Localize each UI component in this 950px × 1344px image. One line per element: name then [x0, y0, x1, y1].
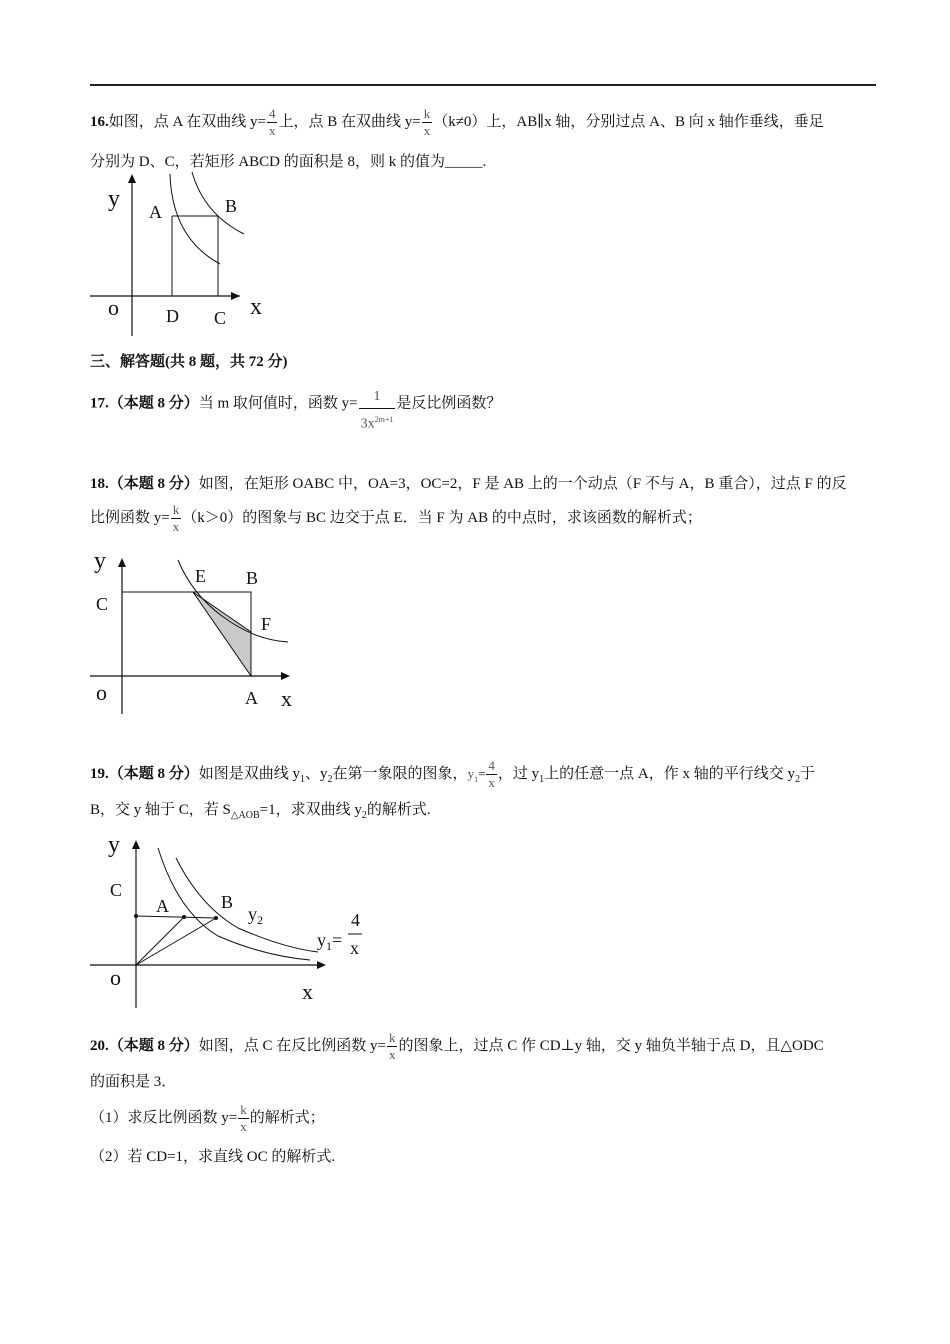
q17-line: 17.（本题 8 分）当 m 取何值时，函数 y= $\frac{1}{3x^{2m+1}}$ 是反比例函数？	[90, 386, 501, 436]
q18-number: 18.	[90, 476, 109, 492]
q18-line2: 比例函数 y= $\frac{k}{x}$ （k＞0）的图象与 BC 边交于点 E．当 F 为 AB 的中点时，求该函数的解析式；	[90, 502, 702, 534]
q19-figure	[88, 828, 378, 1013]
fig19-label-B: B	[221, 892, 234, 912]
q19-number: 19.	[90, 765, 109, 782]
fig19-label-C: C	[110, 880, 123, 900]
answer-blank[interactable]: _____	[445, 154, 483, 170]
q20-number: 20.	[90, 1037, 109, 1054]
q19-line2: B，交 y 轴于 C，若 $S_{\triangle AOB}=1$，求双曲线 $y_2$的解析式.	[90, 802, 431, 821]
q16-line1: 16.如图，点 A 在双曲线 y= $\frac{4}{x}$ 上，点 B 在双曲线 y= $\frac{k}{x}$ （k≠0）上，AB∥x 轴，分别过点 A、B 向 x 轴作垂线，垂足	[90, 106, 824, 138]
fig18-label-A: A	[245, 688, 258, 708]
q20-fraction-k-over-x: $\frac{k}{x}$	[388, 1030, 396, 1062]
fig16-label-o: o	[108, 295, 119, 320]
fig18-label-y: y	[94, 548, 106, 574]
fig19-label-y: y	[108, 832, 120, 858]
fig19-label-4: 4	[351, 910, 360, 930]
q20-line2: 的面积是 3．	[90, 1074, 177, 1090]
q18-figure	[88, 542, 308, 717]
q20-sub1: （1）求反比例函数 y= $\frac{k}{x}$ 的解析式；	[90, 1102, 325, 1134]
q20-sub1-fraction: $\frac{k}{x}$	[240, 1102, 247, 1134]
fig19-label-y2: $y_2$	[248, 904, 263, 927]
fig16-label-C: C	[214, 308, 227, 328]
fig18-label-o: o	[96, 680, 107, 705]
q20-line1: 20.（本题 8 分）如图，点 C 在反比例函数 y= $\frac{k}{x}$ 的图象上，过点 C 作 CD⊥y 轴，交 y 轴负半轴于点 D，且△ODC	[90, 1030, 824, 1062]
fig19-label-o: o	[110, 965, 121, 990]
section-heading: 三、解答题(共 8 题，共 72 分)	[90, 354, 288, 370]
q16-number: 16.	[90, 113, 109, 130]
fig16-label-A: A	[149, 202, 162, 222]
q19-fraction-4-over-x: $\frac{4}{x}$	[488, 758, 495, 790]
fig18-label-E: E	[195, 566, 206, 586]
fig19-label-y1-equation: $y_1=$	[317, 930, 343, 953]
q20-sub2: （2）若 CD=1，求直线 OC 的解析式.	[90, 1149, 336, 1165]
q18-fraction-k-over-x: $\frac{k}{x}$	[172, 502, 180, 534]
fig16-label-x: x	[250, 294, 262, 320]
q19-line1: 19.（本题 8 分）如图是双曲线 $y_1$、$y_2$在第一象限的图象，$y_1=$ $\frac{4}{x}$ ，过 $y_1$上的任意一点 A，作 x 轴的平行线交 $y_2$于	[90, 758, 816, 790]
header-rule	[90, 84, 876, 86]
q18-line1: 18.（本题 8 分）如图，在矩形 OABC 中，OA=3，OC=2，F 是 AB 上的一个动点（F 不与 A，B 重合），过点 F 的反	[90, 476, 847, 492]
q17-fraction: $\frac{1}{3x^{2m+1}}$	[359, 386, 396, 436]
fig19-label-x: x	[302, 979, 313, 1004]
fig19-label-A: A	[156, 896, 169, 916]
fig18-label-C: C	[96, 594, 109, 614]
fig19-label-x-denominator: x	[350, 938, 359, 958]
q17-number: 17.	[90, 395, 109, 412]
fig18-label-x: x	[281, 686, 292, 711]
fig16-label-y: y	[108, 186, 120, 212]
fig18-label-F: F	[261, 614, 272, 634]
fig18-label-B: B	[246, 568, 259, 588]
q16-line2: 分别为 D、C，若矩形 ABCD 的面积是 8，则 k 的值为_____.	[90, 154, 487, 170]
fig16-label-D: D	[166, 306, 179, 326]
q16-figure	[88, 170, 278, 340]
q16-fraction-4-over-x: $\frac{4}{x}$	[268, 106, 276, 138]
q16-fraction-k-over-x: $\frac{k}{x}$	[423, 106, 431, 138]
fig16-label-B: B	[225, 196, 238, 216]
